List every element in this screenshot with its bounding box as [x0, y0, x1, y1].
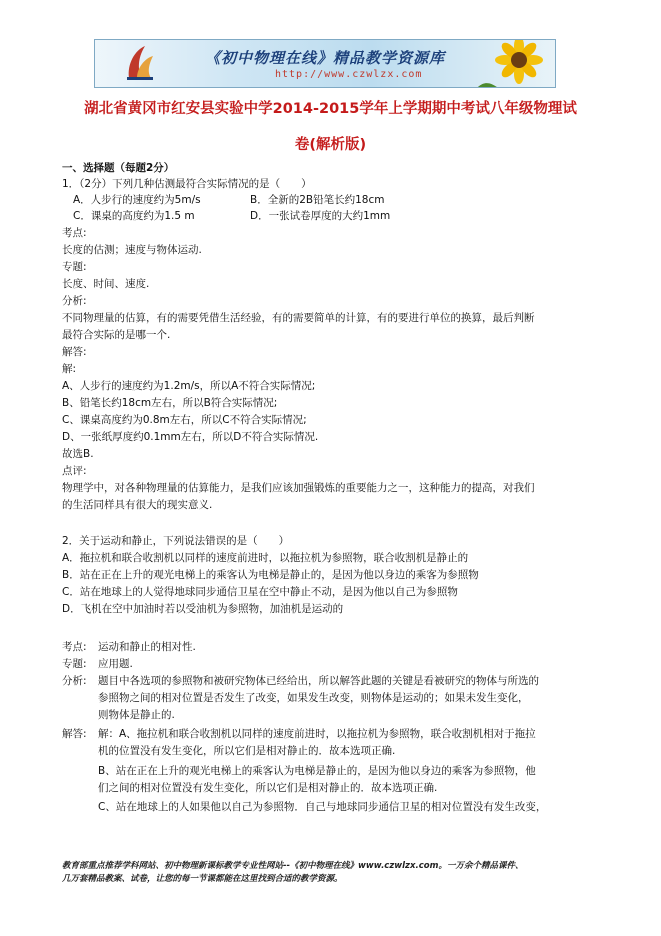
footer-line-1: 教育部重点推荐学科网站、初中物理新课标教学专业性网站--《初中物理在线》www.czwlzx.com。一万余个精品课件、 [62, 861, 524, 871]
q2-jieda-label: 解答: [62, 728, 87, 740]
q1-jie-label: 解: [62, 363, 77, 375]
q1-solution-a: A、人步行的速度约为1.2m/s，所以A不符合实际情况; [62, 380, 316, 392]
page-title-cont: 卷(解析版) [294, 137, 367, 153]
q2-fenxi-1: 题目中各选项的参照物和被研究物体已经给出，所以解答此题的关键是看被研究的物体与所选的 [98, 675, 539, 687]
q2-option-b: B．站在正在上升的观光电梯上的乘客认为电梯是静止的，是因为他以身边的乘客为参照物 [62, 569, 479, 581]
q1-fenxi-2: 最符合实际的是哪一个. [62, 329, 171, 341]
q1-kaodian-label: 考点: [62, 227, 87, 239]
q2-option-a: A．拖拉机和联合收割机以同样的速度前进时，以拖拉机为参照物，联合收割机是静止的 [62, 552, 469, 564]
q1-fenxi-1: 不同物理量的估算，有的需要凭借生活经验，有的需要简单的计算，有的要进行单位的换算，最后判断 [62, 312, 535, 324]
q2-jieda-2: 机的位置没有发生变化，所以它们是相对静止的．故本选项正确. [98, 745, 396, 757]
q2-kaodian-label: 考点: [62, 641, 87, 653]
q1-zhuanti-label: 专题: [62, 261, 87, 273]
q2-stem: 2．关于运动和静止，下列说法错误的是（ ） [62, 535, 290, 547]
q1-option-d: D．一张试卷厚度的大约1mm [250, 210, 391, 222]
q1-stem: 1．（2分）下列几种估测最符合实际情况的是（ ） [62, 178, 312, 190]
page-footer [62, 860, 602, 886]
q2-option-d: D．飞机在空中加油时若以受油机为参照物，加油机是运动的 [62, 603, 344, 615]
q2-zhuanti: 应用题. [98, 658, 133, 670]
q2-kaodian: 运动和静止的相对性. [98, 641, 196, 653]
q1-answer: 故选B. [62, 448, 94, 460]
q1-kaodian: 长度的估测；速度与物体运动. [62, 244, 202, 256]
q2-zhuanti-label: 专题: [62, 658, 87, 670]
q2-fenxi-2: 参照物之间的相对位置是否发生了改变，如果发生改变，则物体是运动的；如果未发生变化， [98, 692, 529, 704]
q1-dianping-label: 点评: [62, 465, 87, 477]
q2-jieda-3: B、站在正在上升的观光电梯上的乘客认为电梯是静止的，是因为他以身边的乘客为参照物，他 [98, 765, 536, 777]
q2-jieda-4: 们之间的相对位置没有发生变化，所以它们是相对静止的．故本选项正确. [98, 782, 438, 794]
q1-option-b: B．全新的2B铅笔长约18cm [250, 194, 385, 206]
banner-title: 《初中物理在线》精品教学资源库 [205, 49, 446, 67]
q2-jieda-5: C、站在地球上的人如果他以自己为参照物．自己与地球同步通信卫星的相对位置没有发生改变， [98, 801, 547, 813]
page-title: 湖北省黄冈市红安县实验中学2014-2015学年上学期期中考试八年级物理试 [84, 101, 577, 117]
sunflower-icon [471, 39, 551, 88]
q2-jieda-1: 解：A、拖拉机和联合收割机以同样的速度前进时，以拖拉机为参照物，联合收割机相对于拖拉 [98, 728, 536, 740]
q2-option-c: C．站在地球上的人觉得地球同步通信卫星在空中静止不动，是因为他以自己为参照物 [62, 586, 458, 598]
banner-url[interactable]: http://www.czwlzx.com [275, 69, 423, 80]
q1-solution-b: B、铅笔长约18cm左右，所以B符合实际情况; [62, 397, 278, 409]
q1-zhuanti: 长度、时间、速度. [62, 278, 150, 290]
q1-dianping-1: 物理学中，对各种物理量的估算能力，是我们应该加强锻炼的重要能力之一，这种能力的提高，对我们 [62, 482, 535, 494]
site-logo-icon [123, 44, 157, 82]
q1-solution-d: D、一张纸厚度约0.1mm左右，所以D不符合实际情况. [62, 431, 319, 443]
q1-fenxi-label: 分析: [62, 295, 87, 307]
q2-fenxi-3: 则物体是静止的. [98, 709, 175, 721]
q1-option-a: A．人步行的速度约为5m/s [73, 194, 201, 206]
q1-dianping-2: 的生活同样具有很大的现实意义. [62, 499, 213, 511]
q2-fenxi-label: 分析: [62, 675, 87, 687]
header-banner [94, 39, 556, 88]
q1-jieda-label: 解答: [62, 346, 87, 358]
q1-option-c: C．课桌的高度约为1.5 m [73, 210, 195, 222]
section-heading: 一、选择题（每题2分） [62, 162, 175, 174]
q1-solution-c: C、课桌高度约为0.8m左右，所以C不符合实际情况; [62, 414, 307, 426]
footer-line-2: 几万套精品教案、试卷，让您的每一节课都能在这里找到合适的教学资源。 [62, 874, 343, 884]
